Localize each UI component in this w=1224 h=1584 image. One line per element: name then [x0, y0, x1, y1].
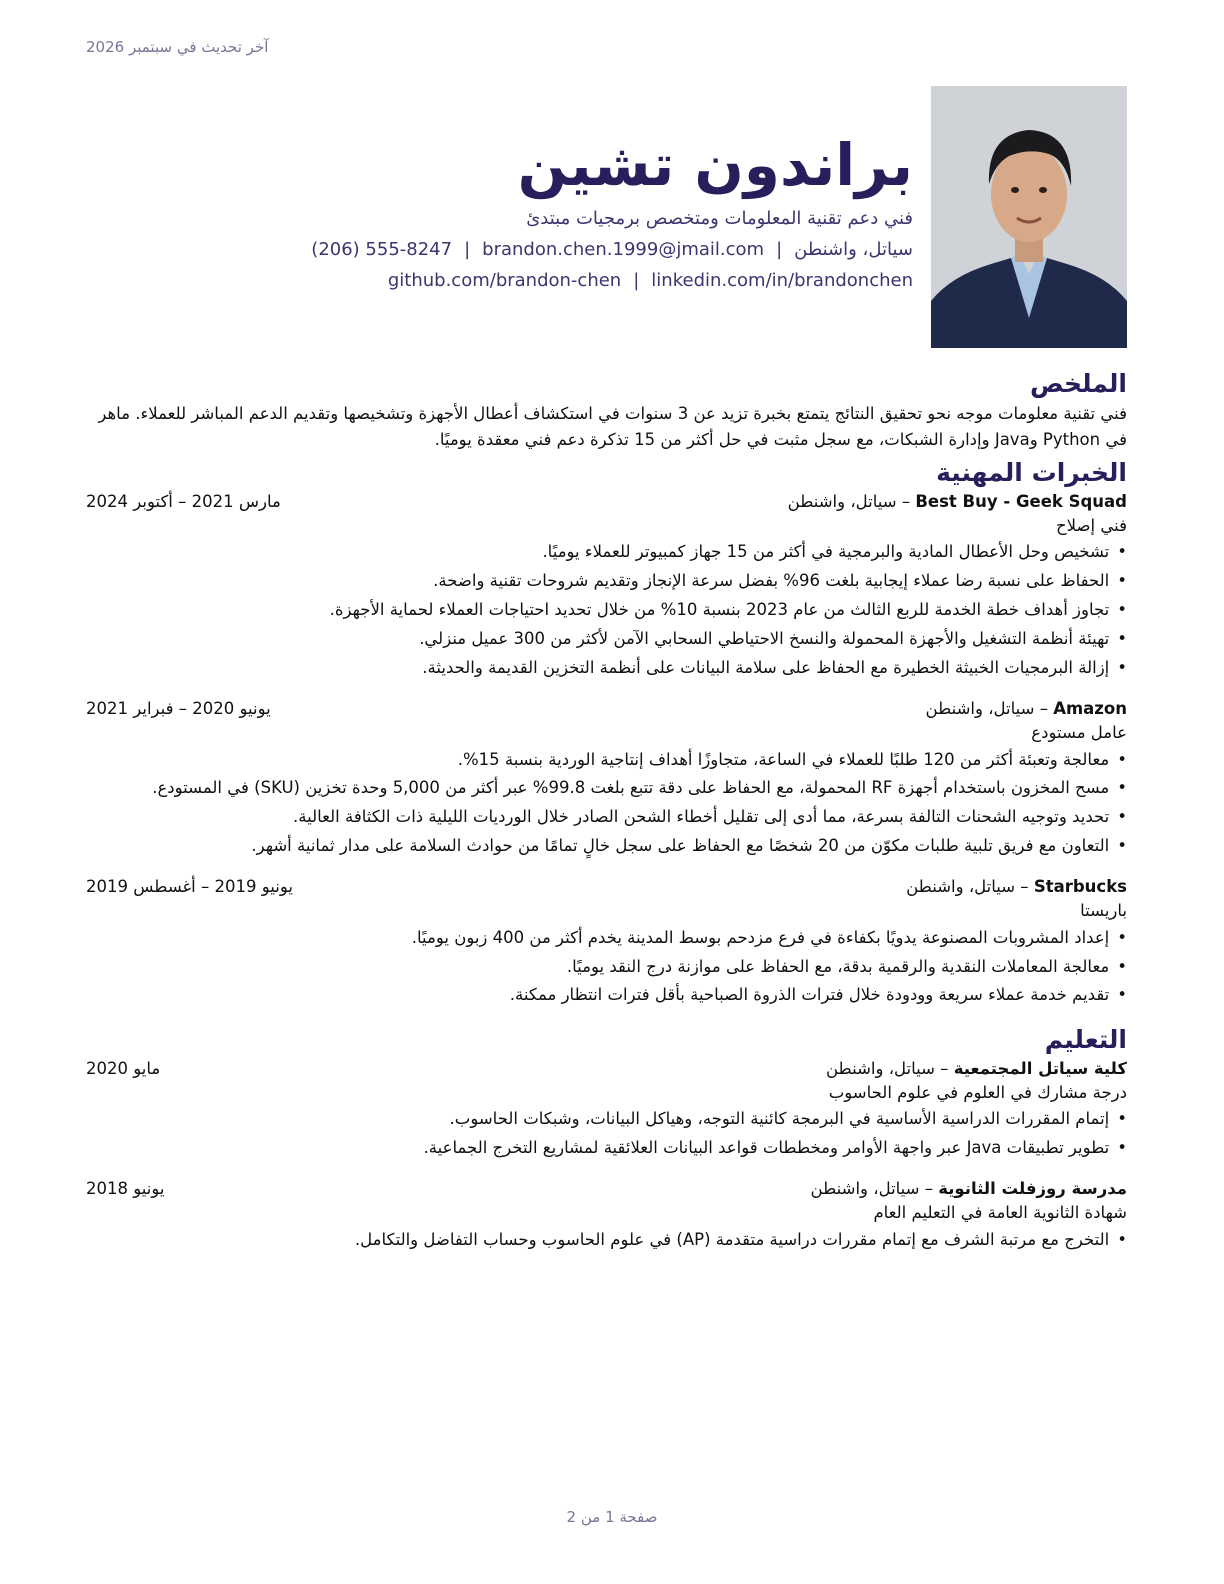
entry-dates: مايو 2020: [86, 1058, 161, 1078]
bullet-item: • تقديم خدمة عملاء سريعة وودودة خلال فترات الذروة الصباحية بأقل فترات انتظار ممكنة.: [86, 981, 1127, 1010]
bullet-item: • التخرج مع مرتبة الشرف مع إتمام مقررات دراسية متقدمة (AP) في علوم الحاسوب وحساب التفاضل والتكامل.: [86, 1226, 1127, 1255]
bullet-item: • مسح المخزون باستخدام أجهزة RF المحمولة، مع الحفاظ على دقة تتبع بلغت 99.8% عبر أكثر من 5,000 وحدة تخزين (SKU) في المستودع.: [86, 774, 1127, 803]
entry-bullets: [86, 746, 1127, 862]
entry-header: [86, 1057, 1127, 1081]
contact-linkedin[interactable]: linkedin.com/in/brandonchen: [651, 270, 913, 291]
education-heading: التعليم: [1044, 1025, 1127, 1055]
candidate-title: فني دعم تقنية المعلومات ومتخصص برمجيات مبتدئ: [526, 208, 913, 229]
entry-dates: مارس 2021 – أكتوبر 2024: [86, 491, 281, 511]
profile-photo: [931, 86, 1127, 348]
entry-header: [86, 697, 1127, 721]
last-updated-note: آخر تحديث في سبتمبر 2026: [86, 38, 269, 56]
entry-location: – سياتل، واشنطن: [810, 1179, 939, 1199]
entry-header: [86, 1177, 1127, 1201]
resume-body: [86, 368, 1127, 1269]
bullet-item: • التعاون مع فريق تلبية طلبات مكوّن من 20 شخصًا مع الحفاظ على سجل خالٍ تمامًا من حوادث السلامة على مدار ثمانية أشهر.: [86, 832, 1127, 861]
entry-item: [86, 875, 1127, 1010]
contact-separator: |: [464, 239, 471, 260]
entry-role: درجة مشارك في العلوم في علوم الحاسوب: [828, 1082, 1127, 1102]
bullet-item: • معالجة وتعبئة أكثر من 120 طلبًا للعملاء في الساعة، متجاوزًا أهداف إنتاجية الوردية بنسبة 15%.: [86, 746, 1127, 775]
entry-organization: كلية سياتل المجتمعية: [953, 1058, 1127, 1078]
bullet-item: • تطوير تطبيقات Java عبر واجهة الأوامر ومخططات قواعد البيانات العلائقية لمشاريع التخرج الجماعية.: [86, 1134, 1127, 1163]
resume-header: [86, 86, 1127, 348]
contact-separator: |: [633, 270, 640, 291]
entry-header: [86, 875, 1127, 899]
entry-dates: يونيو 2018: [86, 1179, 165, 1199]
bullet-item: • تهيئة أنظمة التشغيل والأجهزة المحمولة والنسخ الاحتياطي السحابي الآمن لأكثر من 300 عميل منزلي.: [86, 625, 1127, 654]
entry-org-location: [926, 697, 1127, 721]
entry-item: [86, 1177, 1127, 1255]
contact-email[interactable]: brandon.chen.1999@jmail.com: [482, 239, 765, 260]
entry-organization: Best Buy - Geek Squad: [915, 491, 1127, 511]
entry-header: [86, 490, 1127, 514]
entry-location: – سياتل، واشنطن: [906, 877, 1034, 896]
contact-location: سياتل، واشنطن: [794, 239, 913, 260]
entry-org-location: [826, 1057, 1127, 1081]
entry-org-location: [788, 490, 1127, 514]
entry-item: [86, 697, 1127, 861]
entry-bullets: [86, 538, 1127, 682]
entry-org-location: [811, 1177, 1127, 1201]
entry-item: [86, 490, 1127, 683]
entry-dates: يونيو 2020 – فبراير 2021: [86, 698, 271, 718]
contact-phone[interactable]: (206) 555-8247: [311, 239, 453, 260]
bullet-item: • الحفاظ على نسبة رضا عملاء إيجابية بلغت 96% بفضل سرعة الإنجاز وتقديم شروحات تقنية واضحة.: [86, 567, 1127, 596]
experience-heading: الخبرات المهنية: [936, 458, 1127, 488]
bullet-item: • إزالة البرمجيات الخبيثة الخطيرة مع الحفاظ على سلامة البيانات على أنظمة التخزين القديمة والحديثة.: [86, 654, 1127, 683]
bullet-item: • إعداد المشروبات المصنوعة يدويًا بكفاءة في فرع مزدحم بوسط المدينة يخدم أكثر من 400 زبون يوميًا.: [86, 924, 1127, 953]
entry-organization: Amazon: [1053, 698, 1127, 718]
bullet-item: • تجاوز أهداف خطة الخدمة للربع الثالث من عام 2023 بنسبة 10% من خلال تحديد احتياجات العملاء لحماية الأجهزة.: [86, 596, 1127, 625]
entry-role: باريستا: [1080, 900, 1127, 920]
entry-location: – سياتل، واشنطن: [787, 491, 916, 511]
entry-location: – سياتل، واشنطن: [925, 698, 1054, 718]
bullet-item: • معالجة المعاملات النقدية والرقمية بدقة، مع الحفاظ على موازنة درج النقد يوميًا.: [86, 953, 1127, 982]
contact-line-2: [86, 270, 913, 291]
entry-bullets: [86, 924, 1127, 1011]
entry-org-location: [906, 875, 1127, 899]
entry-role: شهادة الثانوية العامة في التعليم العام: [873, 1203, 1127, 1223]
entry-dates: يونيو 2019 – أغسطس 2019: [86, 877, 293, 896]
entry-organization: مدرسة روزفلت الثانوية: [938, 1179, 1127, 1199]
bullet-item: • تحديد وتوجيه الشحنات التالفة بسرعة، مما أدى إلى تقليل أخطاء الشحن الصادر خلال الورديات الليلية ذات الكثافة العالية.: [86, 803, 1127, 832]
entry-location: – سياتل، واشنطن: [826, 1058, 954, 1078]
bullet-item: • إتمام المقررات الدراسية الأساسية في البرمجة كائنية التوجه، وهياكل البيانات، وشبكات الحاسوب.: [86, 1105, 1127, 1134]
entry-bullets: [86, 1105, 1127, 1163]
summary-text: فني تقنية معلومات موجه نحو تحقيق النتائج يتمتع بخبرة تزيد عن 3 سنوات في استكشاف أعطال الأجهزة وتشخيصها وتقديم الدعم المباشر للعملاء. ماهر في Python وJava وإدارة الشبكات، مع سجل مثبت في حل أكثر من 15 تذكرة دعم فني معقدة يوميًا.: [98, 403, 1127, 449]
entry-role: عامل مستودع: [1031, 722, 1127, 742]
contact-line-1: [86, 239, 913, 260]
summary-heading: الملخص: [1029, 369, 1127, 398]
page-number: صفحة 1 من 2: [566, 1508, 658, 1526]
bullet-item: • تشخيص وحل الأعطال المادية والبرمجية في أكثر من 15 جهاز كمبيوتر للعملاء يوميًا.: [86, 538, 1127, 567]
entry-bullets: [86, 1226, 1127, 1255]
entry-item: [86, 1057, 1127, 1163]
experience-list: [86, 490, 1127, 1011]
contact-separator: |: [776, 239, 783, 260]
education-list: [86, 1057, 1127, 1255]
entry-role: فني إصلاح: [1056, 515, 1127, 535]
candidate-name: براندون تشين: [517, 131, 913, 199]
entry-organization: Starbucks: [1033, 877, 1127, 896]
contact-github[interactable]: github.com/brandon-chen: [387, 270, 622, 291]
